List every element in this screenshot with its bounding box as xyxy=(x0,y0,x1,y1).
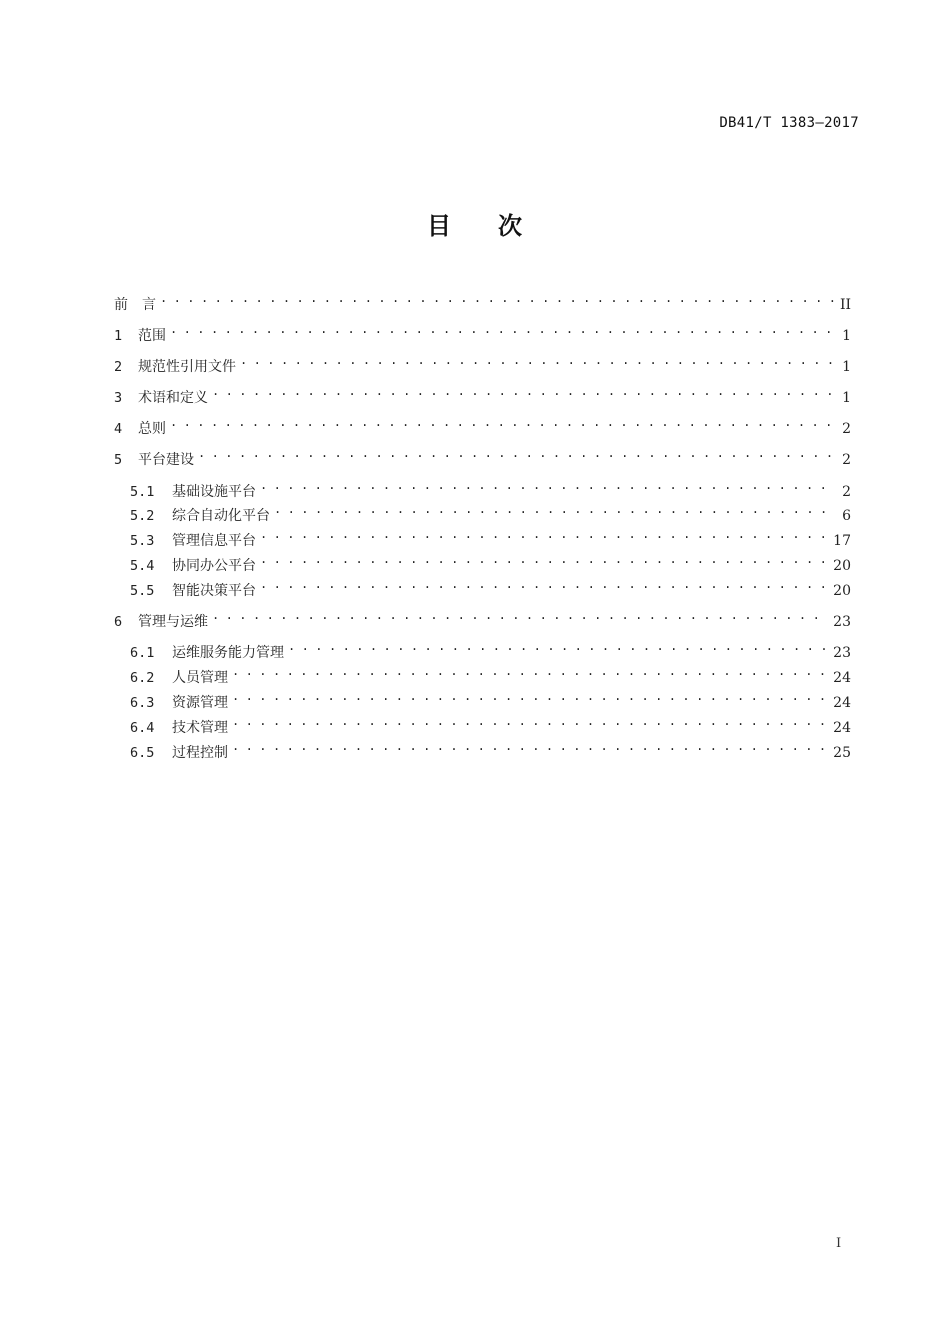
toc-entry-label: 管理信息平台 xyxy=(172,533,256,549)
page-number: I xyxy=(836,1236,842,1251)
toc-entry-label: 术语和定义 xyxy=(138,390,208,406)
toc-entry-label: 综合自动化平台 xyxy=(172,508,270,524)
toc-entry-label: 总则 xyxy=(138,421,166,437)
toc-entry-number: 5.1 xyxy=(130,484,155,500)
toc-entry-4[interactable] xyxy=(114,411,851,437)
toc-entry-number: 1 xyxy=(114,328,123,344)
toc-entry-number: 6.4 xyxy=(130,720,155,736)
toc-entry-label: 协同办公平台 xyxy=(172,558,256,574)
toc-entry-number: 6.2 xyxy=(130,670,155,686)
toc-entry-page: 2 xyxy=(842,484,851,500)
toc-entry-6[interactable] xyxy=(114,604,851,630)
toc-entry-number: 3 xyxy=(114,390,123,406)
toc-entry-5-4[interactable] xyxy=(130,548,851,574)
toc-entry-6-3[interactable] xyxy=(130,685,851,711)
toc-entry-6-4[interactable] xyxy=(130,710,851,736)
toc-entry-number: 5.3 xyxy=(130,533,155,549)
toc-entry-6-1[interactable] xyxy=(130,635,851,661)
toc-entry-number: 6.5 xyxy=(130,745,155,761)
toc-leader-dots xyxy=(232,735,827,757)
toc-entry-label: 管理与运维 xyxy=(138,614,208,630)
toc-entry-1[interactable] xyxy=(114,318,851,344)
toc-entry-page: 23 xyxy=(833,645,851,661)
toc-entry-page: 1 xyxy=(842,390,851,406)
toc-entry-label: 智能决策平台 xyxy=(172,583,256,599)
toc-leader-dots xyxy=(232,710,827,732)
toc-leader-dots xyxy=(260,573,827,595)
toc-entry-page: II xyxy=(839,297,851,313)
toc-entry-6-2[interactable] xyxy=(130,660,851,686)
toc-leader-dots xyxy=(198,442,836,464)
toc-entry-6-5[interactable] xyxy=(130,735,851,761)
toc-leader-dots xyxy=(170,411,836,433)
toc-entry-number: 5 xyxy=(114,452,123,468)
toc-entry-page: 17 xyxy=(833,533,851,549)
toc-entry-label: 规范性引用文件 xyxy=(138,359,236,375)
toc-entry-number: 5.2 xyxy=(130,508,155,524)
table-of-contents xyxy=(114,0,851,1344)
toc-leader-dots xyxy=(232,685,827,707)
toc-leader-dots xyxy=(288,635,827,657)
toc-entry-number: 6.3 xyxy=(130,695,155,711)
toc-entry-number: 6.1 xyxy=(130,645,155,661)
toc-entry-label: 过程控制 xyxy=(172,745,228,761)
toc-entry-label: 技术管理 xyxy=(172,720,228,736)
toc-entry-number: 2 xyxy=(114,359,123,375)
toc-entry-page: 6 xyxy=(842,508,851,524)
document-code: DB41/T 1383—2017 xyxy=(719,115,859,131)
toc-entry-page: 20 xyxy=(833,558,851,574)
toc-leader-dots xyxy=(274,498,836,520)
toc-leader-dots xyxy=(212,380,836,402)
toc-entry-label: 人员管理 xyxy=(172,670,228,686)
toc-entry-page: 24 xyxy=(833,720,851,736)
toc-leader-dots xyxy=(160,287,834,309)
toc-entry-label: 前 言 xyxy=(114,297,156,313)
toc-leader-dots xyxy=(260,523,827,545)
toc-entry-5[interactable] xyxy=(114,442,851,468)
toc-entry-label: 运维服务能力管理 xyxy=(172,645,284,661)
toc-entry-page: 1 xyxy=(842,359,851,375)
toc-leader-dots xyxy=(260,548,827,570)
toc-entry-foreword[interactable] xyxy=(114,287,851,313)
toc-entry-label: 资源管理 xyxy=(172,695,228,711)
toc-entry-5-5[interactable] xyxy=(130,573,851,599)
toc-entry-5-2[interactable] xyxy=(130,498,851,524)
toc-entry-page: 1 xyxy=(842,328,851,344)
toc-entry-label: 基础设施平台 xyxy=(172,484,256,500)
toc-entry-5-3[interactable] xyxy=(130,523,851,549)
toc-entry-page: 2 xyxy=(842,452,851,468)
toc-entry-3[interactable] xyxy=(114,380,851,406)
toc-entry-2[interactable] xyxy=(114,349,851,375)
toc-entry-page: 24 xyxy=(833,695,851,711)
toc-entry-page: 25 xyxy=(833,745,851,761)
toc-entry-page: 23 xyxy=(833,614,851,630)
toc-entry-page: 2 xyxy=(842,421,851,437)
toc-entry-page: 24 xyxy=(833,670,851,686)
toc-leader-dots xyxy=(240,349,836,371)
toc-entry-label: 范围 xyxy=(138,328,166,344)
toc-entry-page: 20 xyxy=(833,583,851,599)
toc-leader-dots xyxy=(212,604,827,626)
toc-entry-5-1[interactable] xyxy=(130,474,851,500)
toc-leader-dots xyxy=(232,660,827,682)
toc-entry-number: 6 xyxy=(114,614,123,630)
title-char-2: 次 xyxy=(498,212,523,240)
toc-leader-dots xyxy=(260,474,836,496)
toc-entry-label: 平台建设 xyxy=(138,452,194,468)
toc-entry-number: 4 xyxy=(114,421,123,437)
toc-leader-dots xyxy=(170,318,836,340)
title-char-1: 目 xyxy=(427,212,452,240)
toc-entry-number: 5.4 xyxy=(130,558,155,574)
toc-entry-number: 5.5 xyxy=(130,583,155,599)
